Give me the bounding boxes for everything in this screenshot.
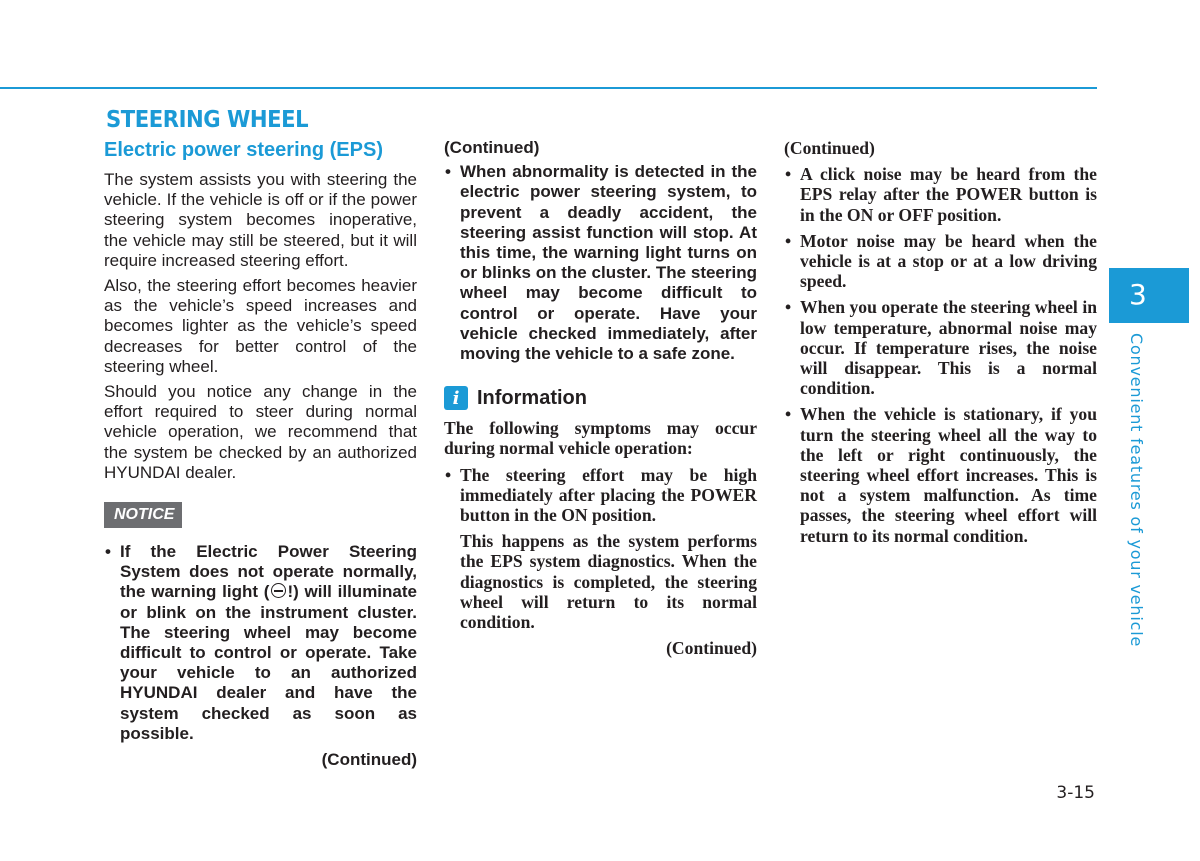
information-continued-list	[784, 164, 1097, 546]
column-3	[784, 138, 1097, 552]
column-2	[444, 138, 757, 658]
eps-paragraph-3: Should you notice any change in the effort required to steer during normal vehicle operation, we recommend that the system be checked by an authorized HYUNDAI dealer.	[104, 382, 417, 482]
continued-label: (Continued)	[666, 638, 757, 659]
information-bullet: • Motor noise may be heard when the vehicle is at a stop or at a low driving speed.	[784, 231, 1097, 292]
continued-top-label: (Continued)	[784, 138, 875, 158]
notice-badge: NOTICE	[104, 502, 182, 528]
information-header	[444, 386, 757, 410]
info-icon: i	[444, 386, 468, 410]
continued-top-label: (Continued)	[444, 138, 540, 157]
eps-paragraph-2: Also, the steering effort becomes heavier as the vehicle’s speed increases and becomes lighter as the vehicle’s speed decreases for better control of the steering wheel.	[104, 276, 417, 376]
chapter-tab	[1109, 268, 1189, 323]
information-bullet: • When the vehicle is stationary, if you turn the steering wheel all the way to the left or right continuously, the steering wheel effort increases. This is not a system malfunction. As time passes, the steering wheel effort will return to its normal condition.	[784, 404, 1097, 545]
information-bullet: • When you operate the steering wheel in low temperature, abnormal noise may occur. If temperature rises, the noise will disappear. This is a normal condition.	[784, 297, 1097, 398]
column-1	[104, 138, 417, 770]
notice-continued-list	[444, 162, 757, 364]
information-bullet-subtext: This happens as the system performs the EPS system diagnostics. When the diagnostics is completed, the steering wheel will return to its normal condition.	[460, 531, 757, 633]
notice-bullet: • When abnormality is detected in the electric power steering system, to prevent a deadly accident, the steering assist function will stop. At this time, the warning light turns on or blinks on the cluster. The steering wheel may become difficult to control or operate. Have your vehicle checked immediately, after moving the vehicle to a safe zone.	[444, 162, 757, 364]
information-bullet	[444, 465, 757, 633]
notice-bullet-text-a: If the Electric Power Steering System does not operate normally, the warning light (	[120, 542, 417, 602]
continued-label: (Continued)	[321, 750, 417, 770]
notice-bullet-text-b: !) will illuminate or blink on the instrument cluster. The steering wheel may become difficult to control or operate. Take your vehicle to an authorized HYUNDAI dealer and have the system checked as soon as possible.	[120, 582, 417, 743]
top-divider	[0, 87, 1097, 89]
notice-list	[104, 542, 417, 744]
information-bullet-text: • The steering effort may be high immediately after placing the POWER button in the ON position.	[460, 464, 757, 526]
eps-paragraph-1: The system assists you with steering the vehicle. If the vehicle is off or if the power steering system becomes inoperative, the vehicle may still be steered, but it will require increased steering effort.	[104, 170, 417, 270]
information-bullet: • A click noise may be heard from the EPS relay after the POWER button is in the ON or OFF position.	[784, 164, 1097, 225]
chapter-label: Convenient features of your vehicle	[1127, 333, 1146, 648]
chapter-number: 3	[1129, 278, 1147, 311]
notice-bullet	[104, 542, 417, 744]
information-list	[444, 465, 757, 633]
section-title: STEERING WHEEL	[106, 107, 309, 133]
page-number: 3-15	[1056, 783, 1095, 803]
information-title: Information	[477, 386, 587, 409]
information-intro: The following symptoms may occur during normal vehicle operation:	[444, 418, 757, 459]
eps-subheading: Electric power steering (EPS)	[104, 139, 383, 161]
eps-warning-icon	[271, 583, 286, 598]
